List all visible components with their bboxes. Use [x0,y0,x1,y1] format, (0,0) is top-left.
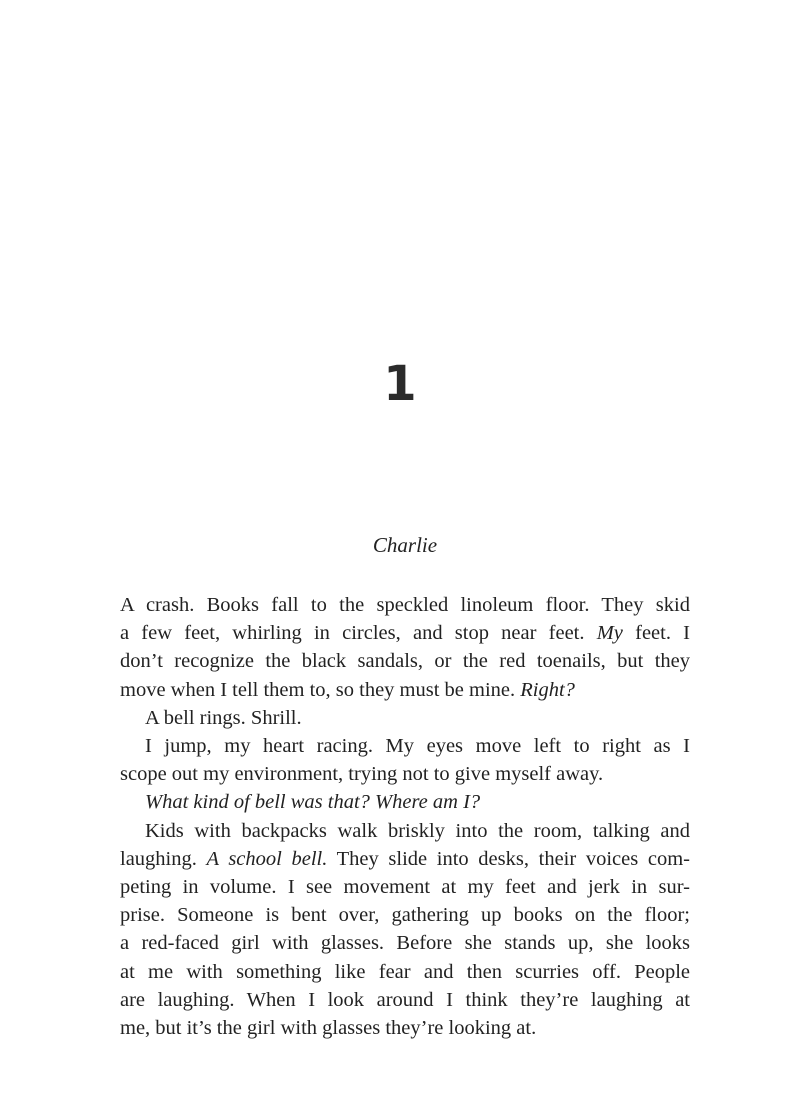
text-run: a few feet, whirling in circles, and stop near feet. [120,622,597,645]
chapter-title: Charlie [372,533,438,557]
text-emphasis: What kind of bell was that? Where am I? [145,791,481,814]
text-line: peting in volume. I see movement at my feet and jerk in sur- [120,876,690,899]
text-run: laughing. [120,847,207,870]
text-line: Kids with backpacks walk briskly into the room, talking and [145,819,690,842]
text-run: feet. I [622,622,690,645]
text-line: at me with something like fear and then scurries off. People [120,960,690,983]
text-line [120,788,690,816]
text-line: A crash. Books fall to the speckled linoleum floor. They skid [120,594,690,616]
text-run: They slide into desks, their voices com- [327,847,690,870]
text-emphasis: My [596,622,623,645]
text-line: don’t recognize the black sandals, or the red toenails, but they [120,650,690,673]
text-line [120,676,690,704]
text-emphasis: A school bell. [206,847,328,870]
text-line [120,619,690,647]
text-emphasis: Right? [520,678,575,701]
text-line: scope out my environment, trying not to give myself away. [120,763,604,786]
text-line: A bell rings. Shrill. [145,706,302,729]
chapter-number: 1 [383,356,417,412]
text-line: me, but it’s the girl with glasses they’re looking at. [120,1017,537,1040]
text-run: move when I tell them to, so they must be mine. [120,678,521,701]
text-line [120,845,690,873]
text-line: I jump, my heart racing. My eyes move left to right as I [145,735,690,758]
text-line: a red-faced girl with glasses. Before she stands up, she looks [120,932,690,955]
text-line: prise. Someone is bent over, gathering up books on the floor; [120,904,690,927]
chapter-body [120,591,690,1042]
text-line: are laughing. When I look around I think they’re laughing at [120,988,690,1011]
